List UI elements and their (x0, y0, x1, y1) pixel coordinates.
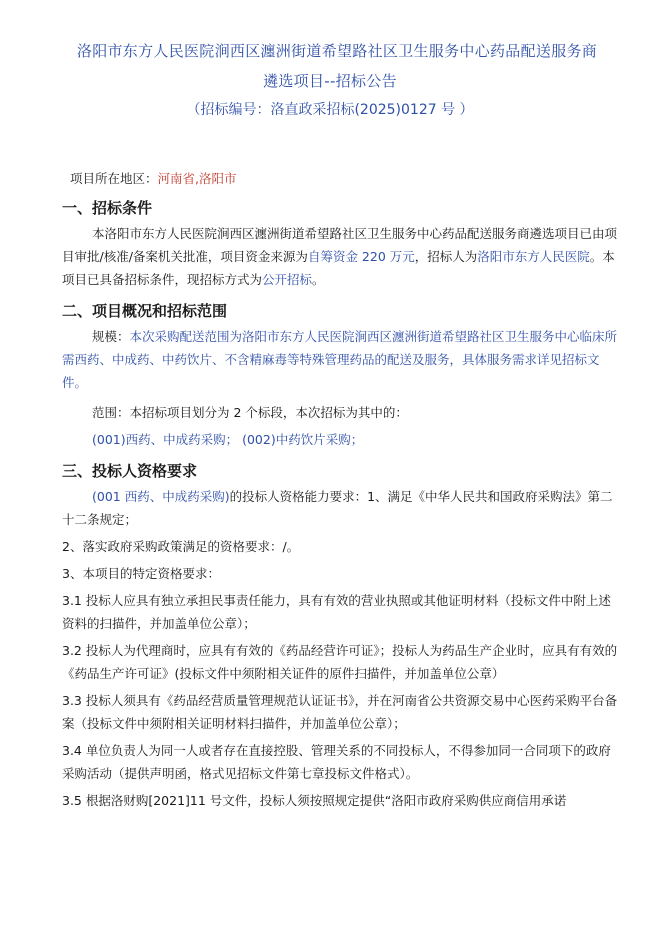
project-region (70, 170, 620, 188)
tender-code: （招标编号：洛直政采招标(2025)0127 号 ） (186, 102, 474, 118)
section3-lot: (001 西药、中成药采购) (92, 489, 230, 504)
qualification-item-3: 3、本项目的特定资格要求： (62, 566, 220, 581)
section1-text-d: 。 (312, 272, 325, 287)
section2-scale-paragraph (62, 325, 620, 394)
tender-method: 公开招标 (262, 272, 313, 287)
qualification-item-3-2: 3.2 投标人为代理商时，应具有有效的《药品经营许可证》；投标人为药品生产企业时，应具有有效的《药品生产许可证》(投标文件中须附相关证件的原件扫描件，并加盖单位公章） (62, 643, 618, 681)
region-value: 河南省,洛阳市 (157, 171, 237, 186)
section1-text-c: 。本项目已具备招标条件，现招标方式为 (62, 249, 615, 287)
qualification-item-3-3: 3.3 投标人须具有《药品经营质量管理规范认证证书》，并在河南省公共资源交易中心医药采购平台备案（投标文件中须附相关证明材料扫描件，并加盖单位公章）； (62, 693, 618, 731)
qualification-item-3-4: 3.4 单位负责人为同一人或者存在直接控股、管理关系的不同投标人，不得参加同一合同项下的政府采购活动（提供声明函，格式见招标文件第七章投标文件格式）。 (62, 743, 611, 781)
section3-heading: 三、投标人资格要求 (62, 462, 198, 480)
section2-scope-paragraph: 范围：本招标项目划分为 2 个标段，本次招标为其中的： (92, 405, 408, 420)
section1-text-a: 本洛阳市东方人民医院涧西区瀍洲街道希望路社区卫生服务中心药品配送服务商遴选项目已由项目审批/核准/备案机关批准，项目资金来源为 (62, 226, 618, 264)
scale-label: 规模： (92, 329, 130, 344)
section2-lots: (001)西药、中成药采购； (002)中药饮片采购； (92, 432, 364, 447)
qualification-item-2: 2、落实政府采购政策满足的资格要求：/。 (62, 539, 300, 554)
funds-source: 自筹资金 220 万元 (307, 249, 415, 264)
section2-heading: 二、项目概况和招标范围 (62, 302, 228, 320)
section1-heading: 一、招标条件 (62, 199, 153, 217)
document-title-line2: 遴选项目--招标公告 (263, 72, 397, 90)
qualification-item-3-5: 3.5 根据洛财购[2021]11 号文件，投标人须按照规定提供“洛阳市政府采购供应商信用承诺 (62, 793, 567, 808)
section1-text-b: ，招标人为 (414, 249, 478, 264)
section3-intro-text: 的投标人资格能力要求：1、满足《中华人民共和国政府采购法》第二十二条规定； (62, 489, 613, 527)
qualification-item-3-1: 3.1 投标人应具有独立承担民事责任能力，具有有效的营业执照或其他证明材料（投标文件中附上述资料的扫描件，并加盖单位公章）； (62, 593, 611, 631)
tenderer-name: 洛阳市东方人民医院 (477, 249, 590, 264)
document-title-line1: 洛阳市东方人民医院涧西区瀍洲街道希望路社区卫生服务中心药品配送服务商 (76, 42, 598, 60)
scale-text: 本次采购配送范围为洛阳市东方人民医院涧西区瀍洲街道希望路社区卫生服务中心临床所需西药、中成药、中药饮片、不含精麻毒等特殊管理药品的配送及服务，具体服务需求详见招标文件。 (62, 329, 618, 390)
section3-intro (62, 485, 620, 531)
section1-paragraph (62, 222, 620, 291)
region-label: 项目所在地区： (70, 171, 158, 186)
